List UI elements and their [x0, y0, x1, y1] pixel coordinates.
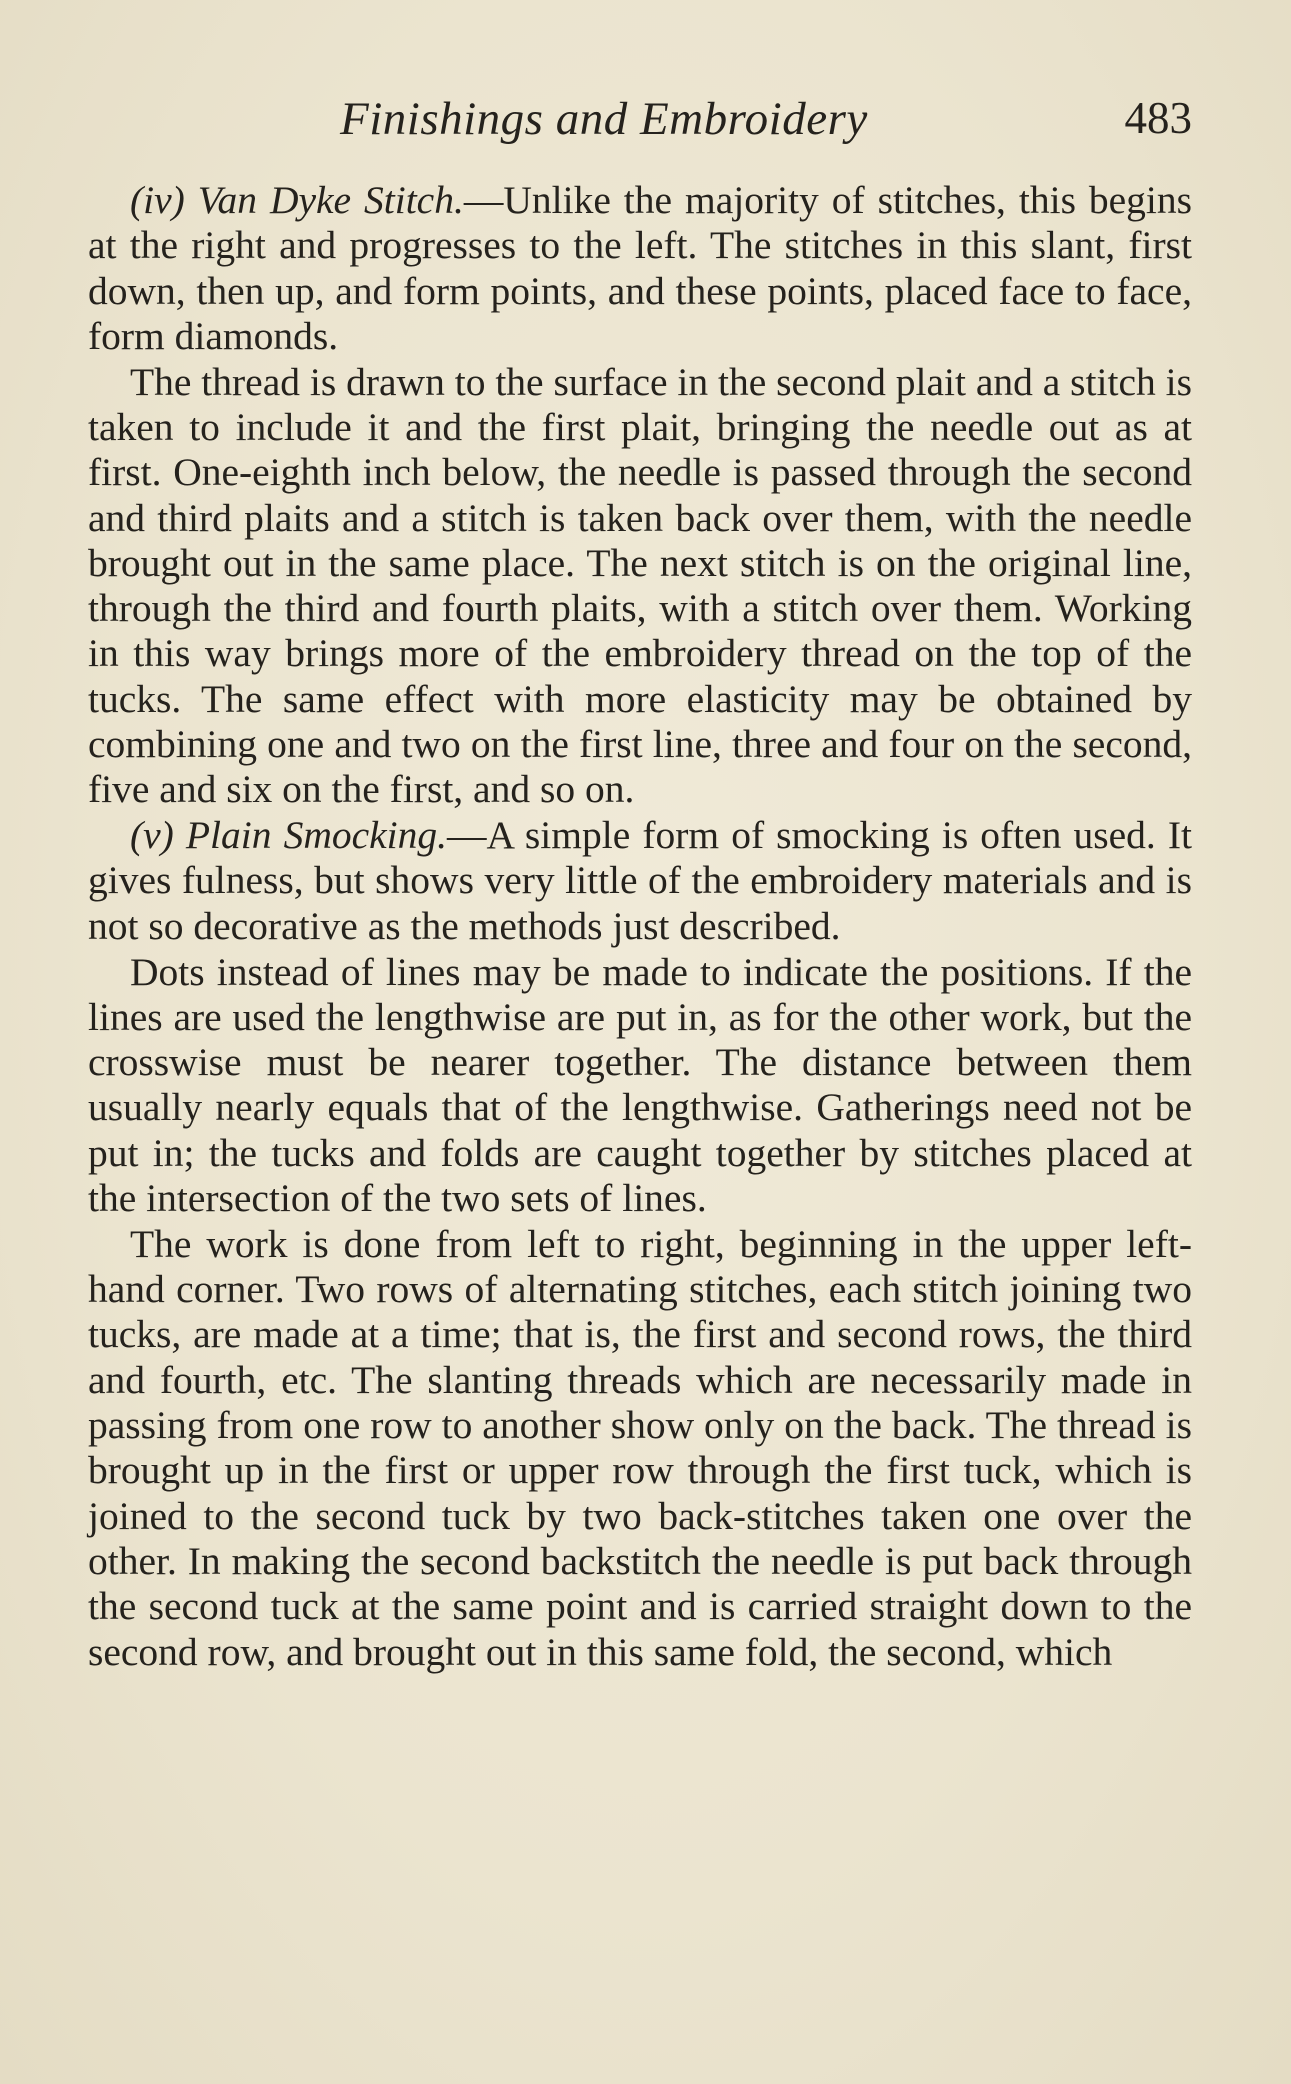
section-heading: Van Dyke Stitch.: [197, 178, 464, 222]
body-text: [88, 178, 1192, 1675]
page-number: 483: [1124, 93, 1192, 143]
running-head: [88, 92, 1192, 152]
paragraph-text: —Unlike the majority of stitches, this begins at the right and progresses to the left. The stitches in this slant, first down, then up, and form points, and these points, placed face to face, form diamonds.: [88, 178, 1193, 358]
paragraph-van-dyke-stitch: [88, 178, 1192, 359]
paragraph-dots-instead: Dots instead of lines may be made to indicate the positions. If the lines are used the lengthwise are put in, as for the other work, but the crosswise must be nearer together. The distance between them usually nearly equals that of the lengthwise. Gatherings need not be put in; the tucks and folds are caught together by stitches placed at the intersection of the two sets of lines.: [88, 949, 1192, 1221]
paragraph-work-is-done: The work is done from left to right, beginning in the upper left-hand corner. Two rows of alternating stitches, each stitch joining two tucks, are made at a time; that is, the first and second rows, the third and fourth, etc. The slanting threads which are necessarily made in passing from one row to another show only on the back. The thread is brought up in the first or upper row through the first tuck, which is joined to the second tuck by two back-stitches taken one over the other. In making the second backstitch the needle is put back through the second tuck at the same point and is carried straight down to the second row, and brought out in this same fold, the second, which: [88, 1221, 1192, 1674]
chapter-title: Finishings and Embroidery: [340, 93, 868, 145]
section-heading: Plain Smocking.: [185, 813, 448, 858]
paragraph-text: —A simple form of smocking is often used. It gives fulness, but shows very little of the embroidery materials and is not so decorative as the methods just described.: [88, 813, 1192, 948]
paragraph-thread-drawn: The thread is drawn to the surface in the second plait and a stitch is taken to include it and the first plait, bringing the needle out as at first. One-eighth inch below, the needle is passed through the second and third plaits and a stitch is taken back over them, with the needle brought out in the same place. The next stitch is on the original line, through the third and fourth plaits, with a stitch over them. Working in this way brings more of the embroidery thread on the top of the tucks. The same effect with more elasticity may be obtained by combining one and two on the first line, three and four on the second, five and six on the first, and so on.: [88, 359, 1192, 812]
section-number: (iv): [130, 178, 185, 222]
paragraph-plain-smocking: [88, 813, 1192, 949]
section-number: (v): [130, 813, 174, 858]
